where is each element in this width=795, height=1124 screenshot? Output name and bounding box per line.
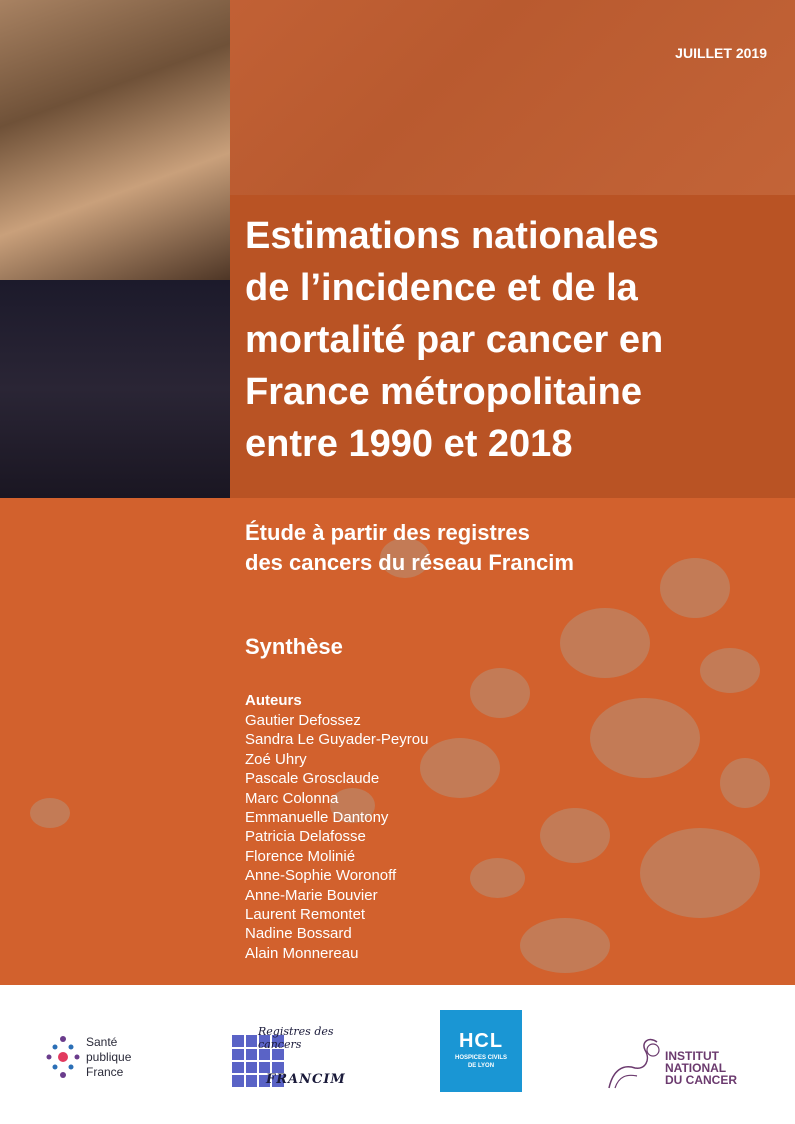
author-name: Anne-Sophie Woronoff bbox=[245, 867, 397, 885]
author-name: Sandra Le Guyader-Peyrou bbox=[245, 731, 429, 749]
hcl-sub-line: HOSPICES CIVILS bbox=[454, 1055, 507, 1061]
sante-publique-dots-icon bbox=[45, 1033, 81, 1089]
author-name: Marc Colonna bbox=[245, 789, 339, 807]
sp-line: publique bbox=[86, 1050, 132, 1064]
author-name: Pascale Grosclaude bbox=[245, 770, 380, 788]
author-name: Nadine Bossard bbox=[245, 925, 352, 943]
sante-publique-logo bbox=[45, 1033, 155, 1089]
authors-heading: Auteurs bbox=[245, 692, 302, 709]
author-name: Gautier Defossez bbox=[245, 712, 361, 729]
author-name: Anne-Marie Bouvier bbox=[245, 886, 378, 904]
subtitle-line: Étude à partir des registres bbox=[245, 520, 530, 545]
author-name: Patricia Delafosse bbox=[245, 828, 366, 846]
photo-crowd-panel bbox=[0, 0, 230, 280]
inca-logo bbox=[605, 1030, 755, 1092]
sp-line: Santé bbox=[86, 1035, 118, 1049]
hcl-subtitle bbox=[440, 1054, 522, 1070]
title-line: France métropolitaine bbox=[245, 371, 642, 413]
hcl-logo bbox=[440, 1010, 522, 1092]
sp-line: France bbox=[86, 1065, 124, 1079]
francim-wordmark: FRANCIM bbox=[266, 1072, 346, 1087]
inca-line: INSTITUT bbox=[665, 1049, 719, 1063]
author-name: Zoé Uhry bbox=[245, 750, 307, 768]
title-line: mortalité par cancer en bbox=[245, 319, 664, 361]
author-name: Emmanuelle Dantony bbox=[245, 809, 389, 827]
hcl-wordmark: HCL bbox=[458, 1030, 504, 1052]
subtitle-line: des cancers du réseau Francim bbox=[245, 550, 574, 575]
author-name: Laurent Remontet bbox=[245, 906, 366, 924]
hcl-sub-line: DE LYON bbox=[467, 1063, 495, 1069]
photo-dark-panel bbox=[0, 280, 230, 498]
sante-publique-wordmark bbox=[86, 1035, 131, 1080]
inca-wordmark bbox=[665, 1050, 737, 1086]
author-name: Alain Monnereau bbox=[245, 944, 359, 962]
francim-subtitle: Registres des cancers bbox=[258, 1025, 334, 1051]
title-line: Estimations nationales bbox=[245, 215, 659, 257]
francim-logo bbox=[228, 1025, 368, 1095]
author-name: Florence Molinié bbox=[245, 847, 356, 865]
subtitle bbox=[245, 518, 765, 578]
inca-figure-icon bbox=[605, 1030, 667, 1092]
title-line: de l’incidence et de la bbox=[245, 267, 638, 309]
publication-date: JUILLET 2019 bbox=[675, 45, 767, 61]
inca-line: NATIONAL bbox=[665, 1061, 727, 1075]
section-label: Synthèse bbox=[245, 634, 343, 659]
title-line: entre 1990 et 2018 bbox=[245, 423, 573, 465]
page-title bbox=[245, 210, 785, 470]
inca-line: DU CANCER bbox=[665, 1073, 737, 1087]
authors-list bbox=[245, 711, 428, 963]
